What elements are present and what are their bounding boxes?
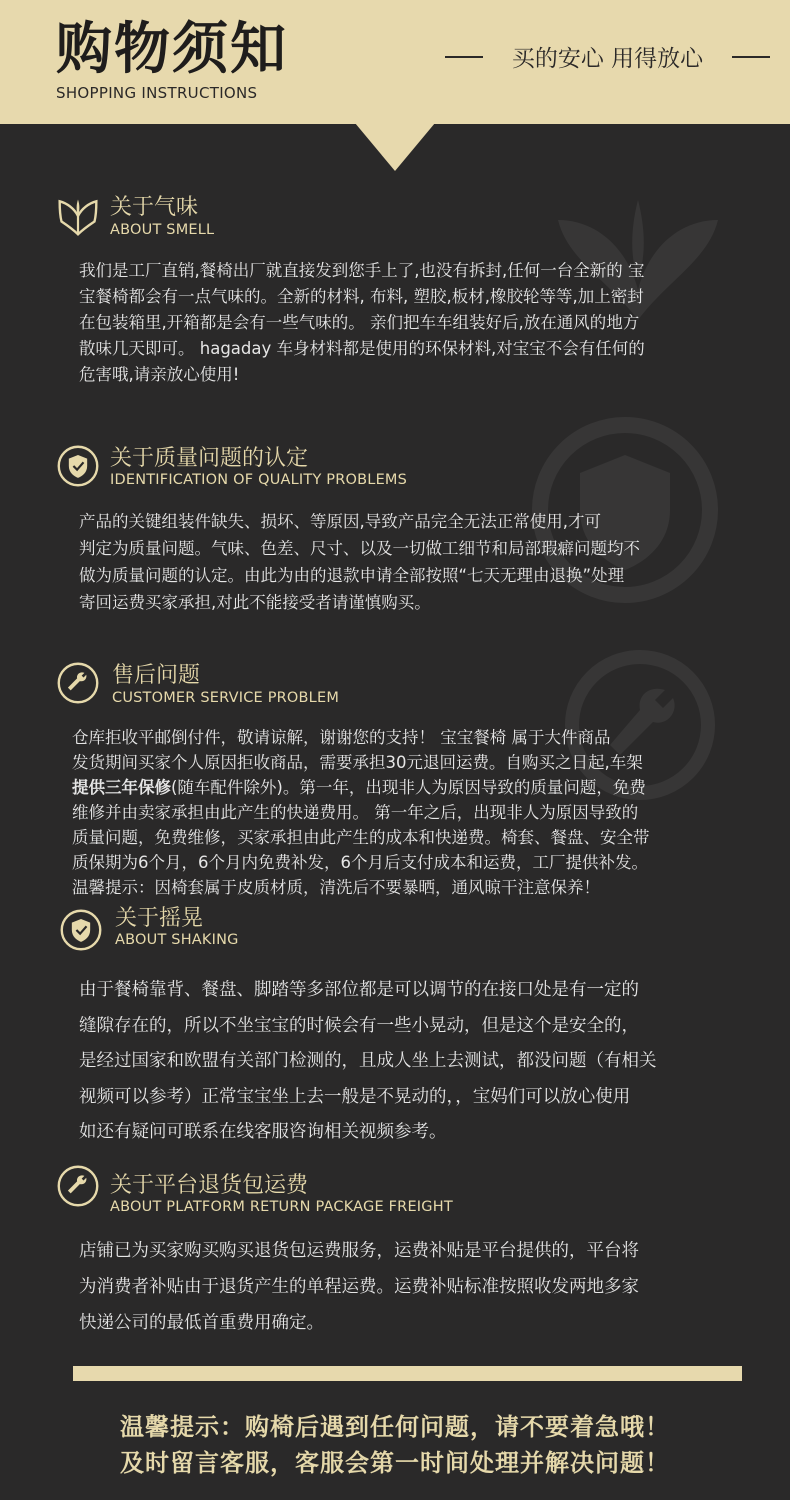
body-line: 质量问题，免费维修，买家承担由此产生的成本和快递费。椅套、餐盘、安全带	[72, 828, 650, 847]
body-line: 判定为质量问题。气味、色差、尺寸、以及一切做工细节和局部瑕癖问题均不	[79, 539, 640, 558]
body-line: 危害哦,请亲放心使用!	[79, 365, 240, 384]
page-subtitle: SHOPPING INSTRUCTIONS	[56, 84, 258, 102]
section-en-service: CUSTOMER SERVICE PROBLEM	[112, 690, 340, 706]
body-line: 如还有疑问可联系在线客服咨询相关视频参考。	[79, 1122, 447, 1142]
leaf-icon	[56, 194, 100, 238]
body-line: 店铺已为买家购买购买退货包运费服务，运费补贴是平台提供的，平台将	[79, 1241, 639, 1261]
section-body-freight	[79, 1233, 639, 1341]
section-en-freight: ABOUT PLATFORM RETURN PACKAGE FREIGHT	[110, 1199, 453, 1215]
body-line: 产品的关键组装件缺失、损坏、等原因,导致产品完全无法正常使用,才可	[79, 512, 601, 531]
header-banner	[0, 0, 790, 124]
body-line: 温馨提示：因椅套属于皮质材质，清洗后不要暴晒，通风晾干注意保养！	[72, 878, 600, 897]
section-body-service	[72, 725, 650, 900]
body-line: 发货期间买家个人原因拒收商品，需要承担30元退回运费。自购买之日起,车架	[72, 753, 643, 772]
wrench-icon	[56, 661, 100, 705]
body-line: 在包装箱里,开箱都是会有一些气味的。 亲们把车车组装好后,放在通风的地方	[79, 313, 640, 332]
section-body-smell	[79, 258, 645, 388]
slogan-text: 买的安心 用得放心	[511, 46, 704, 72]
body-line: 为消费者补贴由于退货产生的单程运费。运费补贴标准按照收发两地多家	[79, 1277, 639, 1297]
section-title-smell: 关于气味	[110, 195, 199, 220]
slogan-dash-right	[732, 56, 770, 58]
section-body-shaking	[79, 973, 657, 1151]
body-line: 寄回运费买家承担,对此不能接受者请谨慎购买。	[79, 593, 431, 612]
section-en-shaking: ABOUT SHAKING	[115, 932, 239, 948]
body-line: 质保期为6个月，6个月内免费补发，6个月后支付成本和运费，工厂提供补发。	[72, 853, 648, 872]
section-title-quality: 关于质量问题的认定	[110, 446, 309, 471]
header-notch	[355, 123, 435, 171]
body-line: 我们是工厂直销,餐椅出厂就直接发到您手上了,也没有拆封,任何一台全新的 宝	[79, 261, 645, 280]
shield-icon	[59, 908, 103, 952]
tip-line-2: 及时留言客服，客服会第一时间处理并解决问题！	[120, 1449, 670, 1477]
body-line: 缝隙存在的，所以不坐宝宝的时候会有一些小晃动，但是这个是安全的，	[79, 1015, 639, 1036]
section-title-shaking: 关于摇晃	[115, 906, 204, 931]
slogan-dash-left	[445, 56, 483, 58]
body-line: 仓库拒收平邮倒付件，敬请谅解，谢谢您的支持！ 宝宝餐椅 属于大件商品	[72, 728, 611, 747]
section-title-service: 售后问题	[112, 663, 201, 688]
section-title-freight: 关于平台退货包运费	[110, 1173, 309, 1198]
section-en-quality: IDENTIFICATION OF QUALITY PROBLEMS	[110, 472, 408, 488]
body-line: 由于餐椅靠背、餐盘、脚踏等多部位都是可以调节的在接口处是有一定的	[79, 980, 639, 1000]
body-line: 散味几天即可。 hagaday 车身材料都是使用的环保材料,对宝宝不会有任何的	[79, 339, 645, 358]
body-line	[72, 775, 650, 800]
slogan	[445, 40, 770, 73]
shield-icon	[56, 444, 100, 488]
body-line: 快递公司的最低首重费用确定。	[79, 1313, 324, 1333]
section-body-quality	[79, 508, 640, 616]
section-en-smell: ABOUT SMELL	[110, 222, 215, 238]
divider-bar	[73, 1366, 742, 1381]
warranty-highlight: 提供三年保修	[72, 778, 171, 797]
page-title: 购物须知	[56, 17, 288, 82]
tip-line-1: 温馨提示：购椅后遇到任何问题，请不要着急哦！	[120, 1413, 670, 1441]
body-line: 维修并由卖家承担由此产生的快递费用。 第一年之后，出现非人为原因导致的	[72, 803, 639, 822]
body-line: 做为质量问题的认定。由此为由的退款申请全部按照“七天无理由退换”处理	[79, 566, 625, 585]
body-line-rest: (随车配件除外)。第一年，出现非人为原因导致的质量问题，免费	[171, 778, 646, 797]
body-line: 视频可以参考）正常宝宝坐上去一般是不晃动的，，宝妈们可以放心使用	[79, 1086, 631, 1107]
body-line: 是经过国家和欧盟有关部门检测的，且成人坐上去测试，都没问题（有相关	[79, 1051, 657, 1071]
wrench-icon	[56, 1164, 100, 1208]
body-line: 宝餐椅都会有一点气味的。全新的材料, 布料, 塑胶,板材,橡胶轮等等,加上密封	[79, 287, 644, 306]
